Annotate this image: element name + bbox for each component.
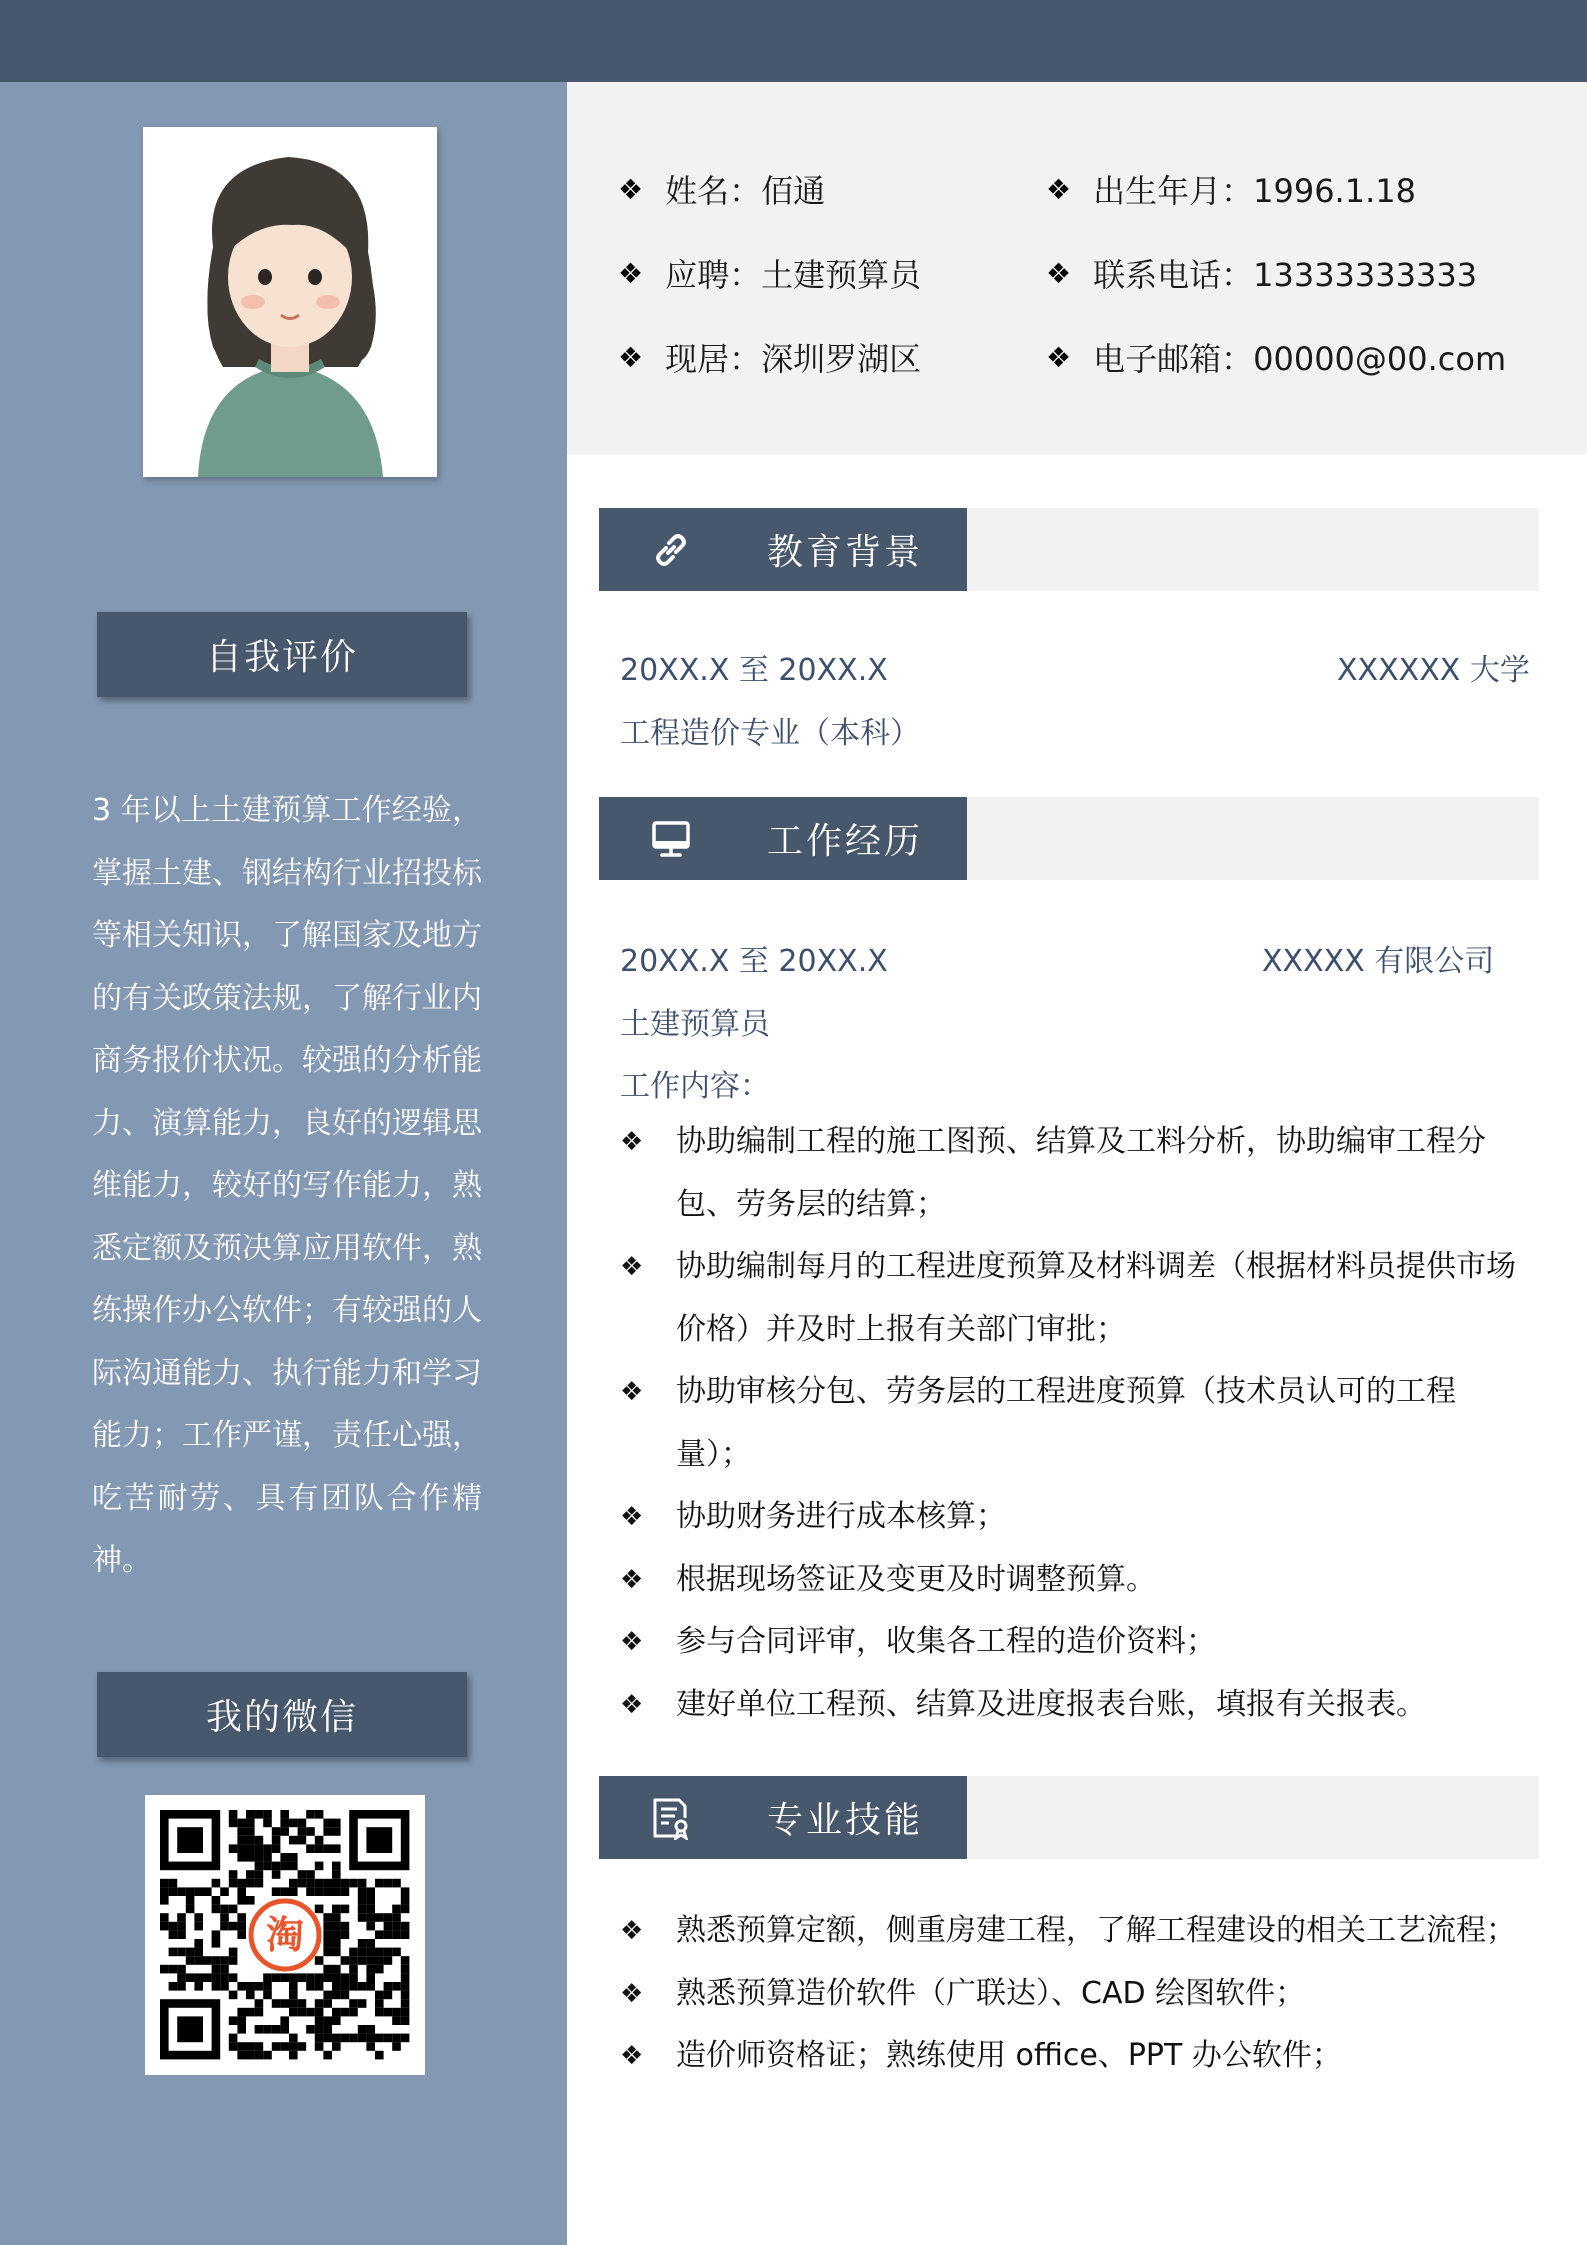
bullet-icon: ❖ [618,340,644,374]
info-email-text: 电子邮箱：00000@00.com [1093,340,1507,378]
top-header-bar [0,0,1587,82]
education-label-block [599,508,967,591]
list-item [620,1900,1520,1963]
education-section-bar [599,508,1539,591]
bullet-icon: ❖ [618,172,644,206]
work-duty-list [620,1111,1520,1736]
work-label-block [599,797,967,880]
education-period: 20XX.X 至 20XX.X [620,653,888,688]
duty-text: 根据现场签证及变更及时调整预算。 [676,1561,1156,1597]
info-name [618,166,825,212]
bullet-icon: ❖ [620,2041,644,2071]
work-company: XXXXX 有限公司 [1262,944,1495,979]
work-section-bar [599,797,1539,880]
bullet-icon: ❖ [1046,340,1072,374]
duty-text: 参与合同评审，收集各工程的造价资料； [676,1624,1216,1659]
monitor-icon [649,817,693,861]
self-eval-text: 3 年以上土建预算工作经验，掌握土建、钢结构行业招投标等相关知识，了解国家及地方的有关政策法规，了解行业内商务报价状况。较强的分析能力、演算能力，良好的逻辑思维能力，较好的写作能力，熟悉定额及预决算应用软件，熟练操作办公软件；有较强的人际沟通能力、执行能力和学习能力；工作严谨，责任心强，吃苦耐劳、具有团队合作精神。 [92,793,482,1578]
link-icon [649,528,693,572]
info-phone [1046,250,1477,296]
education-school: XXXXXX 大学 [1337,653,1530,688]
certificate-icon [649,1796,693,1840]
list-item [620,1611,1520,1674]
list-item [620,1486,1520,1549]
skill-text: 熟悉预算造价软件（广联达）、CAD 绘图软件； [676,1975,1306,2011]
skill-text: 造价师资格证；熟练使用 office、PPT 办公软件； [676,2038,1342,2073]
bullet-icon: ❖ [620,1377,644,1407]
list-item [620,1236,1520,1361]
info-email [1046,334,1506,380]
work-role: 土建预算员 [620,1007,770,1042]
skills-title: 专业技能 [767,1800,924,1841]
skills-section-bar [599,1776,1539,1859]
bullet-icon: ❖ [620,1502,644,1532]
self-eval-heading: 自我评价 [97,612,467,697]
list-item [620,1674,1520,1737]
list-item [620,2025,1520,2088]
duty-text: 建好单位工程预、结算及进度报表台账，填报有关报表。 [676,1686,1426,1722]
skill-text: 熟悉预算定额，侧重房建工程，了解工程建设的相关工艺流程； [676,1913,1516,1948]
qr-center-logo: 淘 [265,1913,305,1957]
bullet-icon: ❖ [620,1689,644,1720]
list-item [620,1549,1520,1612]
bullet-icon: ❖ [620,1978,644,2009]
work-period: 20XX.X 至 20XX.X [620,944,888,979]
bullet-icon: ❖ [1046,256,1072,290]
bullet-icon: ❖ [620,1564,644,1595]
skills-list [620,1900,1520,2088]
list-item [620,1111,1520,1236]
list-item [620,1361,1520,1486]
duty-text: 协助审核分包、劳务层的工程进度预算（技术员认可的工程量）； [676,1374,1456,1472]
wechat-heading: 我的微信 [97,1672,467,1757]
info-birth [1046,166,1416,212]
work-title: 工作经历 [767,821,924,862]
bullet-icon: ❖ [620,1127,644,1157]
bullet-icon: ❖ [620,1916,644,1946]
education-major: 工程造价专业（本科） [620,716,920,751]
info-position [618,250,921,296]
bullet-icon: ❖ [620,1252,644,1282]
info-phone-text: 联系电话：13333333333 [1093,256,1478,294]
work-content-label: 工作内容： [620,1069,770,1104]
duty-text: 协助编制每月的工程进度预算及材料调差（根据材料员提供市场价格）并及时上报有关部门审批； [676,1249,1516,1347]
bullet-icon: ❖ [620,1627,644,1657]
profile-photo [143,127,437,477]
info-name-text: 姓名：佰通 [665,172,826,210]
duty-text: 协助财务进行成本核算； [676,1499,1006,1534]
bullet-icon: ❖ [1046,172,1072,206]
wechat-qr-code [145,1795,425,2075]
duty-text: 协助编制工程的施工图预、结算及工料分析，协助编审工程分包、劳务层的结算； [676,1124,1486,1222]
info-position-text: 应聘：土建预算员 [665,256,922,294]
info-location [618,334,921,380]
list-item [620,1963,1520,2026]
education-title: 教育背景 [767,532,924,573]
info-birth-text: 出生年月：1996.1.18 [1093,172,1416,210]
bullet-icon: ❖ [618,256,644,290]
skills-label-block [599,1776,967,1859]
info-location-text: 现居：深圳罗湖区 [665,340,922,378]
